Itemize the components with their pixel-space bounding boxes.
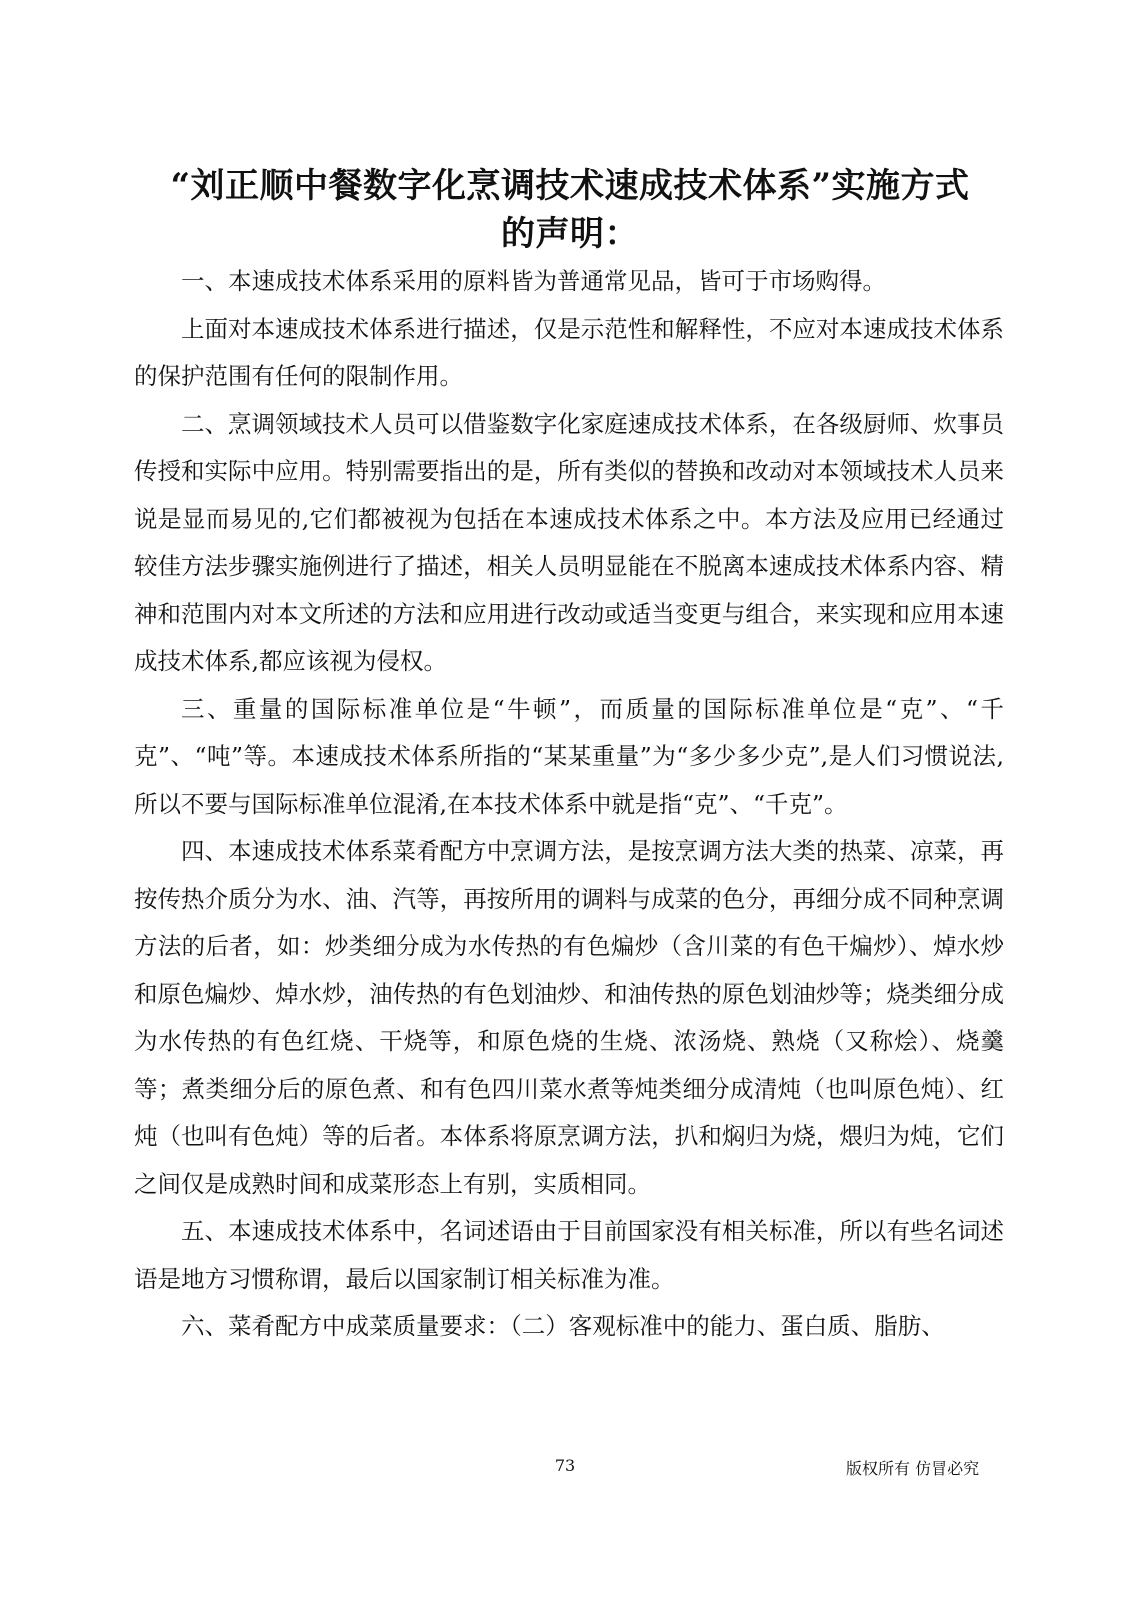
paragraph-2: 上面对本速成技术体系进行描述，仅是示范性和解释性，不应对本速成技术体系的保护范围有任何的限制作用。 xyxy=(134,314,1004,390)
paragraph-1: 一、本速成技术体系采用的原料皆为普通常见品，皆可于市场购得。 xyxy=(181,267,886,295)
document-title-line-2: 的声明： xyxy=(501,214,639,254)
paragraph-6: 五、本速成技术体系中，名词述语由于目前国家没有相关标准，所以有些名词述语是地方习惯称谓，最后以国家制订相关标准为准。 xyxy=(134,1217,1004,1293)
copyright-notice: 版权所有 仿冒必究 xyxy=(846,1459,980,1478)
document-title-line-1: “刘正顺中餐数字化烹调技术速成技术体系”实施方式 xyxy=(170,166,970,206)
paragraph-4: 三、重量的国际标准单位是“牛顿”，而质量的国际标准单位是“克”、“千克”、“吨”等。本速成技术体系所指的“某某重量”为“多少多少克”,是人们习惯说法,所以不要与国际标准单位混淆,在本技术体系中就是指“克”、“千克”。 xyxy=(134,694,1004,818)
paragraph-7: 六、菜肴配方中成菜质量要求：（二）客观标准中的能力、蛋白质、脂肪、 xyxy=(181,1312,945,1340)
document-body xyxy=(134,258,1004,1351)
page-number: 73 xyxy=(554,1456,576,1475)
paragraph-3: 二、烹调领域技术人员可以借鉴数字化家庭速成技术体系，在各级厨师、炊事员传授和实际中应用。特别需要指出的是，所有类似的替换和改动对本领域技术人员来说是显而易见的,它们都被视为包括在本速成技术体系之中。本方法及应用已经通过较佳方法步骤实施例进行了描述，相关人员明显能在不脱离本速成技术体系内容、精神和范围内对本文所述的方法和应用进行改动或适当变更与组合，来实现和应用本速成技术体系,都应该视为侵权。 xyxy=(134,409,1004,675)
paragraph-5: 四、本速成技术体系菜肴配方中烹调方法，是按烹调方法大类的热菜、凉菜，再按传热介质分为水、油、汽等，再按所用的调料与成菜的色分，再细分成不同种烹调方法的后者，如：炒类细分成为水传热的有色煸炒（含川菜的有色干煸炒）、焯水炒和原色煸炒、焯水炒，油传热的有色划油炒、和油传热的原色划油炒等；烧类细分成为水传热的有色红烧、干烧等，和原色烧的生烧、浓汤烧、熟烧（又称烩）、烧羹等；煮类细分后的原色煮、和有色四川菜水煮等炖类细分成清炖（也叫原色炖）、红炖（也叫有色炖）等的后者。本体系将原烹调方法，扒和焖归为烧，煨归为炖，它们之间仅是成熟时间和成菜形态上有别，实质相同。 xyxy=(134,837,1004,1198)
